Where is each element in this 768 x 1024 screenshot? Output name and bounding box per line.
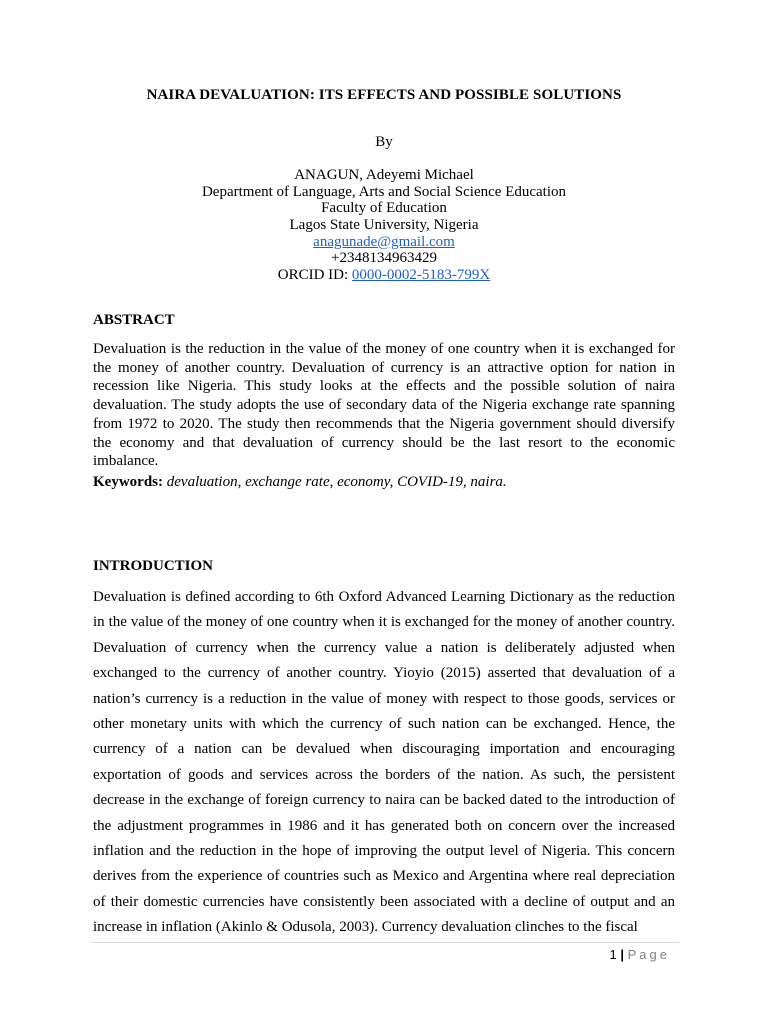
keywords-value: devaluation, exchange rate, economy, COVID-19, naira.	[166, 474, 507, 490]
abstract-heading: ABSTRACT	[93, 312, 175, 328]
introduction-text: Devaluation is defined according to 6th Oxford Advanced Learning Dictionary as the reduction in the value of the money of one country when it is exchanged for the money of another country. Devaluation of currency when the currency value a nation is deliberately adjusted when exchanged to the currency of another country. Yioyio (2015) asserted that devaluation of a nation’s currency is a reduction in the value of money with respect to those goods, services or other monetary units with which the currency of such nation can be exchanged. Hence, the currency of a nation can be devalued when discouraging importation and encouraging exportation of goods and services across the borders of the nation. As such, the persistent decrease in the exchange of foreign currency to naira can be backed dated to the introduction of the adjustment programmes in 1986 and it has generated both on concern over the increased inflation and the reduction in the hope of improving the output level of Nigeria. This concern derives from the experience of countries such as Mexico and Argentina where real depreciation of their domestic currencies have consistently been associated with a decline of output and an increase in inflation (Akinlo & Odusola, 2003). Currency devaluation clinches to the fiscal	[93, 589, 675, 936]
author-email-row	[0, 234, 768, 251]
abstract-text: Devaluation is the reduction in the value of the money of one country when it is exchanged for the money of another country. Devaluation of currency is an attractive option for nation in recession like Nigeria. This study looks at the effects and the possible solution of naira devaluation. The study adopts the use of secondary data of the Nigeria exchange rate spanning from 1972 to 2020. The study then recommends that the Nigeria government should diversify the economy and that devaluation of currency should be the last resort to the economic imbalance.	[93, 341, 675, 470]
orcid-label: ORCID ID:	[277, 267, 352, 284]
author-department: Department of Language, Arts and Social Science Education	[201, 183, 567, 200]
author-phone: +2348134963429	[331, 250, 437, 267]
author-email-link[interactable]: anagunade@gmail.com	[313, 233, 455, 250]
footer-separator: |	[620, 947, 624, 962]
keywords-line	[93, 474, 507, 491]
page-footer	[610, 947, 671, 962]
introduction-heading: INTRODUCTION	[93, 558, 214, 574]
footer-divider	[91, 942, 679, 943]
author-faculty: Faculty of Education	[321, 200, 447, 217]
keywords-label: Keywords:	[93, 474, 163, 490]
by-line: By	[375, 134, 393, 150]
page-label: Page	[627, 947, 670, 962]
paper-title: NAIRA DEVALUATION: ITS EFFECTS AND POSSIBLE SOLUTIONS	[146, 87, 622, 103]
orcid-link[interactable]: 0000-0002-5183-799X	[351, 267, 491, 284]
page-number: 1	[609, 947, 617, 962]
author-name: ANAGUN, Adeyemi Michael	[294, 167, 474, 183]
author-university: Lagos State University, Nigeria	[289, 217, 479, 234]
author-block	[0, 167, 768, 284]
author-orcid-row	[0, 267, 768, 284]
